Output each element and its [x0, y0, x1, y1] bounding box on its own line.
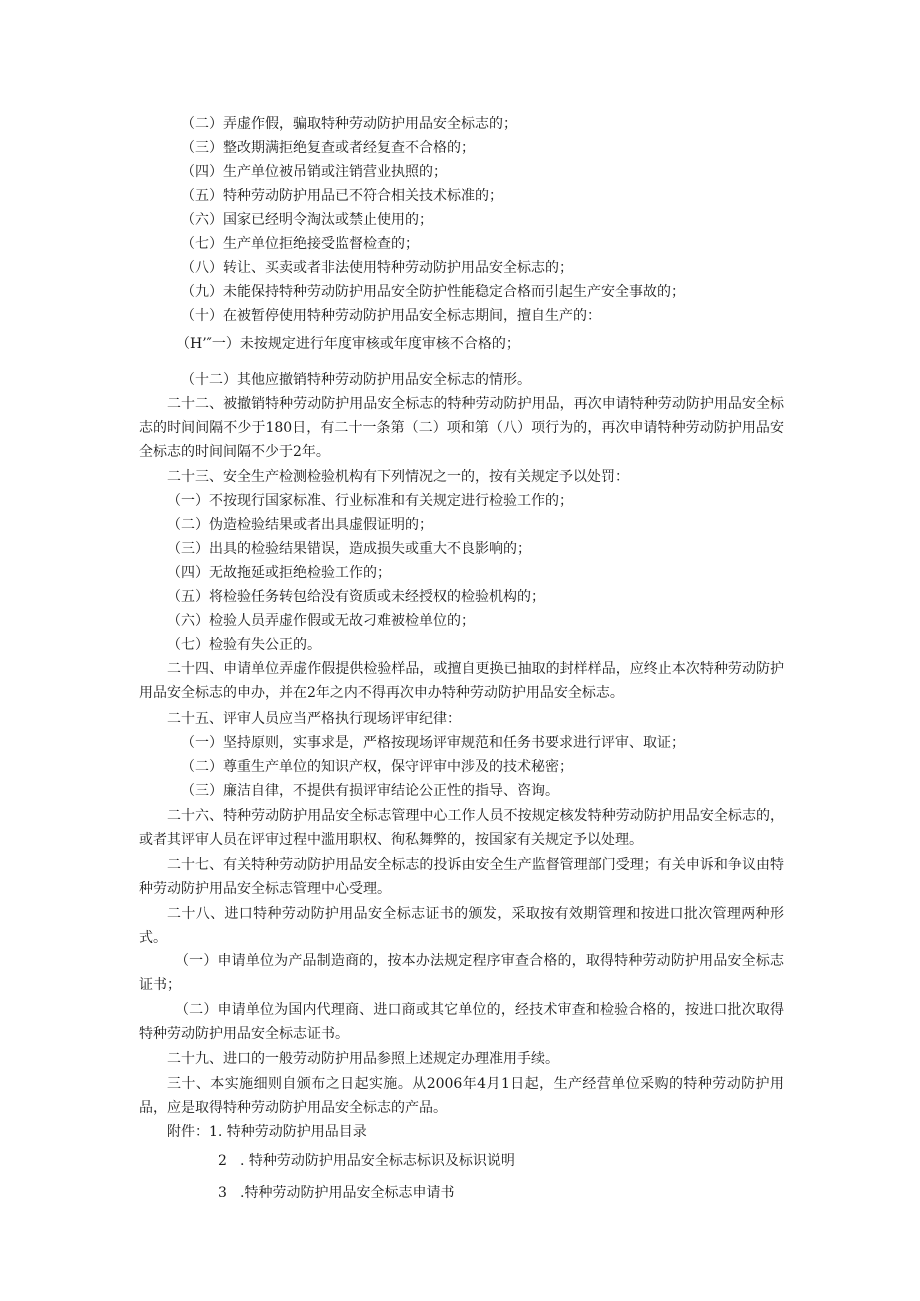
- list-item: （八）转让、买卖或者非法使用特种劳动防护用品安全标志的；: [181, 260, 573, 276]
- list-item: （七）生产单位拒绝接受监督检查的；: [181, 236, 419, 252]
- article-28-item-2: （二）申请单位为国内代理商、进口商或其它单位的，经技术审查和检验合格的，按进口批次取得特种劳动防护用品安全标志证书。: [139, 1002, 784, 1042]
- list-item: （一）不按现行国家标准、行业标准和有关规定进行检验工作的；: [167, 493, 573, 509]
- list-item: （二）伪造检验结果或者出具虚假证明的；: [167, 517, 433, 533]
- article-26: 二十六、特种劳动防护用品安全标志管理中心工作人员不按规定核发特种劳动防护用品安全标志的，或者其评审人员在评审过程中滥用职权、徇私舞弊的，按国家有关规定予以处理。: [139, 808, 784, 848]
- list-item: （五）将检验任务转包给没有资质或未经授权的检验机构的；: [167, 589, 545, 605]
- list-item: （H’″一）未按规定进行年度审核或年度审核不合格的；: [176, 336, 520, 352]
- list-item: （十）在被暂停使用特种劳动防护用品安全标志期间，擅自生产的：: [181, 308, 601, 324]
- attachment-3-number: 3: [218, 1185, 227, 1201]
- list-item: （九）未能保持特种劳动防护用品安全防护性能稳定合格而引起生产安全事故的；: [181, 284, 685, 300]
- article-25: 二十五、评审人员应当严格执行现场评审纪律：: [167, 711, 461, 727]
- list-item: （三）出具的检验结果错误，造成损失或重大不良影响的；: [167, 541, 531, 557]
- attachment-1: 附件：1. 特种劳动防护用品目录: [167, 1124, 367, 1140]
- list-item: （一）坚持原则，实事求是，严格按现场评审规范和任务书要求进行评审、取证；: [181, 735, 685, 751]
- attachment-3: .特种劳动防护用品安全标志申请书: [240, 1185, 455, 1201]
- article-30: 三十、本实施细则自颁布之日起实施。从2006年4月1日起，生产经营单位采购的特种劳动防护用品，应是取得特种劳动防护用品安全标志的产品。: [139, 1076, 784, 1116]
- list-item: （二）弄虚作假，骗取特种劳动防护用品安全标志的；: [181, 116, 517, 132]
- list-item: （六）国家已经明令淘汰或禁止使用的；: [181, 212, 433, 228]
- article-28: 二十八、进口特种劳动防护用品安全标志证书的颁发，采取按有效期管理和按进口批次管理两种形式。: [139, 906, 784, 946]
- list-item: （三）整改期满拒绝复查或者经复查不合格的；: [181, 140, 475, 156]
- article-24: 二十四、申请单位弄虚作假提供检验样品，或擅自更换已抽取的封样样品，应终止本次特种劳动防护用品安全标志的申办，并在2年之内不得再次申办特种劳动防护用品安全标志。: [139, 661, 784, 701]
- article-23: 二十三、安全生产检测检验机构有下列情况之一的，按有关规定予以处罚：: [167, 469, 629, 485]
- list-item: （二）尊重生产单位的知识产权，保守评审中涉及的技术秘密；: [181, 759, 573, 775]
- list-item: （三）廉洁自律，不提供有损评审结论公正性的指导、咨询。: [181, 783, 559, 799]
- list-item: （四）生产单位被吊销或注销营业执照的；: [181, 164, 447, 180]
- list-item: （四）无故拖延或拒绝检验工作的；: [167, 565, 391, 581]
- article-27: 二十七、有关特种劳动防护用品安全标志的投诉由安全生产监督管理部门受理；有关申诉和争议由特种劳动防护用品安全标志管理中心受理。: [139, 857, 784, 897]
- list-item: （六）检验人员弄虚作假或无故刁难被检单位的；: [167, 613, 475, 629]
- article-29: 二十九、进口的一般劳动防护用品参照上述规定办理准用手续。: [167, 1051, 559, 1067]
- article-22: 二十二、被撤销特种劳动防护用品安全标志的特种劳动防护用品，再次申请特种劳动防护用品安全标志的时间间隔不少于180日，有二十一条第（二）项和第（八）项行为的，再次申请特种劳动防护用品安全标志的时间间隔不少于2年。: [139, 396, 784, 460]
- list-item: （十二）其他应撤销特种劳动防护用品安全标志的情形。: [181, 372, 531, 388]
- list-item: （五）特种劳动防护用品已不符合相关技术标准的；: [181, 188, 503, 204]
- article-28-item-1: （一）申请单位为产品制造商的，按本办法规定程序审查合格的，取得特种劳动防护用品安全标志证书；: [139, 953, 784, 993]
- list-item: （七）检验有失公正的。: [167, 637, 321, 653]
- attachment-2: . 特种劳动防护用品安全标志标识及标识说明: [240, 1153, 515, 1169]
- attachment-2-number: 2: [218, 1153, 227, 1169]
